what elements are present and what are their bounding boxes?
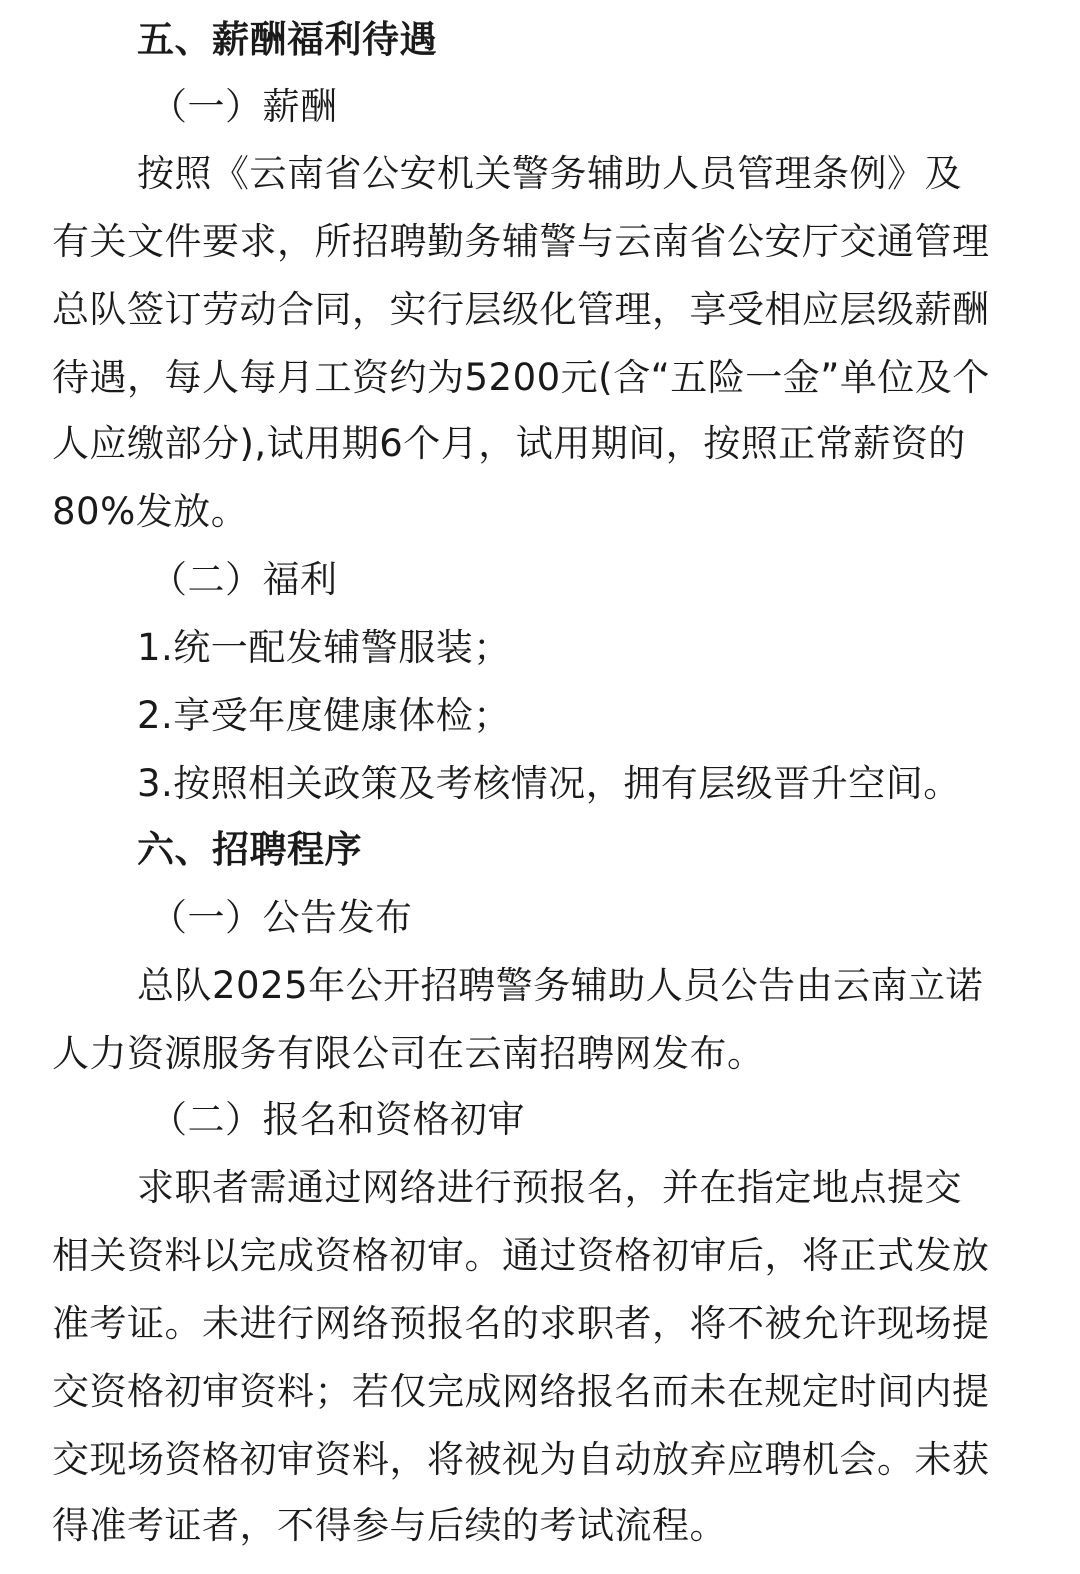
subheading-announcement: （一）公告发布 [150,896,413,939]
section-heading-salary-benefits: 五、薪酬福利待遇 [137,18,437,61]
paragraph-line: 80%发放。 [52,490,249,533]
paragraph-line: 交现场资格初审资料，将被视为自动放弃应聘机会。未获 [52,1438,990,1481]
list-item: 3.按照相关政策及考核情况，拥有层级晋升空间。 [137,762,961,805]
subheading-registration: （二）报名和资格初审 [150,1098,525,1141]
paragraph-line: 准考证。未进行网络预报名的求职者，将不被允许现场提 [52,1302,990,1345]
section-heading-recruitment-procedure: 六、招聘程序 [137,828,362,871]
paragraph-line: 待遇，每人每月工资约为5200元(含“五险一金”单位及个 [52,356,990,399]
paragraph-line: 总队2025年公开招聘警务辅助人员公告由云南立诺 [137,964,984,1007]
paragraph-line: 交资格初审资料；若仅完成网络报名而未在规定时间内提 [52,1370,990,1413]
subheading-salary: （一）薪酬 [150,85,338,128]
paragraph-line: 按照《云南省公安机关警务辅助人员管理条例》及 [137,152,962,195]
paragraph-line: 总队签订劳动合同，实行层级化管理，享受相应层级薪酬 [52,288,990,331]
paragraph-line: 人力资源服务有限公司在云南招聘网发布。 [52,1032,765,1075]
paragraph-line: 人应缴部分),试用期6个月，试用期间，按照正常薪资的 [52,422,966,465]
paragraph-line: 有关文件要求，所招聘勤务辅警与云南省公安厅交通管理 [52,220,990,263]
paragraph-line: 得准考证者，不得参与后续的考试流程。 [52,1504,727,1547]
paragraph-line: 相关资料以完成资格初审。通过资格初审后，将正式发放 [52,1234,990,1277]
subheading-benefits: （二）福利 [150,558,338,601]
list-item: 2.享受年度健康体检； [137,694,511,737]
list-item: 1.统一配发辅警服装； [137,626,511,669]
paragraph-line: 求职者需通过网络进行预报名，并在指定地点提交 [137,1166,962,1209]
